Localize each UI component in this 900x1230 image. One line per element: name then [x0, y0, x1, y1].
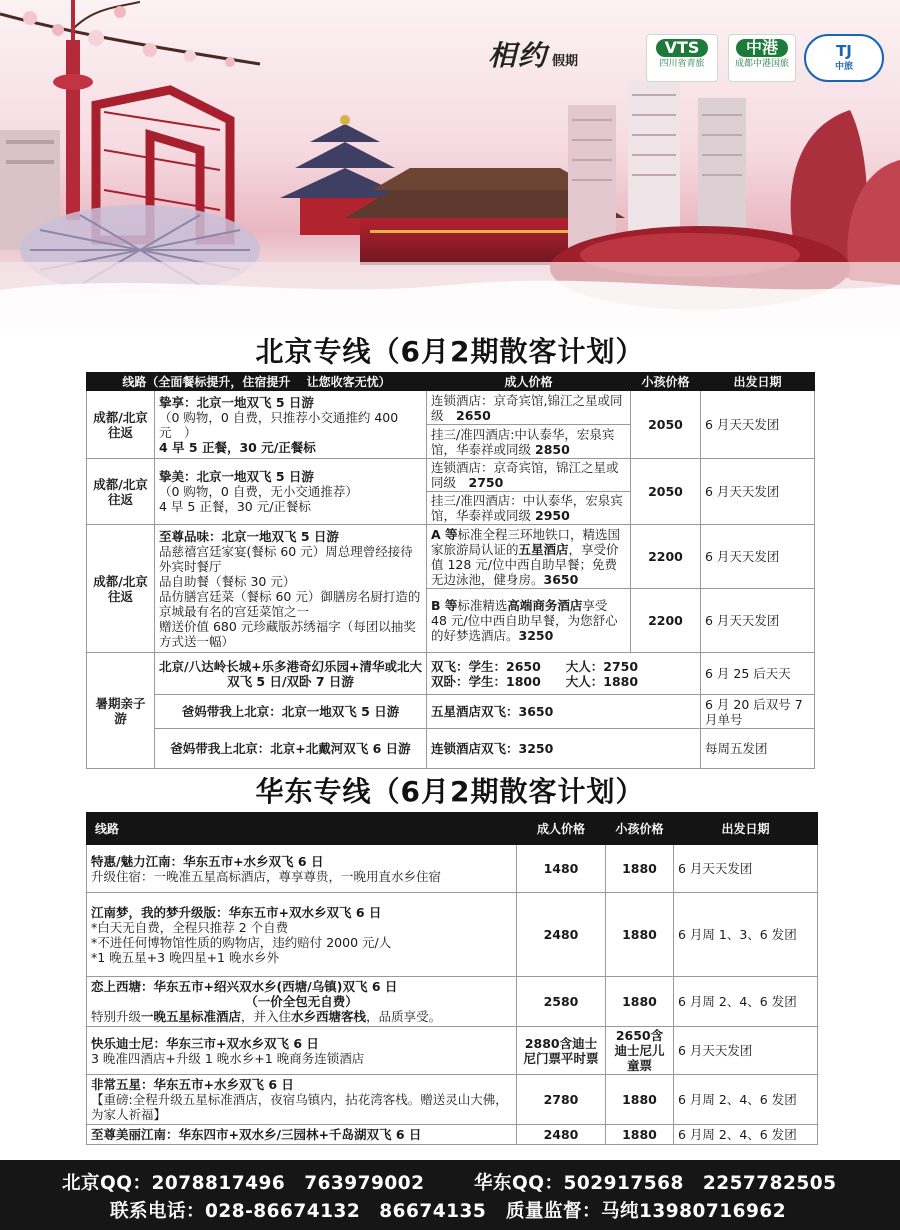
date-cell: 6 月周 2、4、6 发团	[674, 1075, 818, 1125]
table-row	[87, 845, 818, 893]
col-header-child: 小孩价格	[631, 373, 701, 391]
child-price-cell: 2650含迪士尼儿童票	[606, 1027, 674, 1075]
child-price-cell: 2050	[631, 459, 701, 525]
col-header-adult: 成人价格	[517, 813, 606, 845]
hotel-price-cell: 连锁酒店：京奇宾馆,锦江之星或同级 2650	[427, 391, 631, 425]
route-cell: 恋上西塘：华东五市+绍兴双水乡(西塘/乌镇)双飞 6 日 （一价全包无自费） 特别升级一晚五星标准酒店，并入住水乡西塘客栈，品质享受。	[87, 977, 517, 1027]
header-banner	[0, 0, 900, 330]
quality-supervision: 质量监督：马纯13980716962	[506, 1201, 787, 1222]
date-cell: 6 月周 2、4、6 发团	[674, 977, 818, 1027]
date-cell: 6 月周 1、3、6 发团	[674, 893, 818, 977]
table-row	[87, 1125, 818, 1145]
hotel-price-cell: 挂三/准四酒店:中认泰华，宏泉宾馆，华泰祥或同级 2850	[427, 425, 631, 459]
beijing-price-table	[86, 372, 815, 769]
price-cell: 连锁酒店双飞：3250	[427, 729, 701, 769]
tier-a-cell: A 等标准全程三环地铁口，精选国家旅游局认证的五星酒店，享受价值 128 元/位中西自助早餐；免费无边泳池，健身房。3650	[427, 525, 631, 589]
contact-footer	[0, 1160, 900, 1230]
col-header-date: 出发日期	[701, 373, 815, 391]
table-row	[87, 893, 818, 977]
child-price-cell: 1880	[606, 977, 674, 1027]
date-cell: 每周五发团	[701, 729, 815, 769]
huadong-qq: 华东QQ：502917568 2257782505	[474, 1173, 837, 1194]
date-cell: 6 月天天发团	[701, 391, 815, 459]
brand-logo: 相约 假期	[488, 39, 579, 72]
date-cell: 6 月周 2、4、6 发团	[674, 1125, 818, 1145]
hotel-price-cell: 挂三/准四酒店：中认泰华，宏泉宾馆，华泰祥或同级 2950	[427, 492, 631, 525]
date-cell: 6 月 25 后天天	[701, 653, 815, 695]
price-cell: 双飞：学生：2650 大人：2750 双卧：学生：1800 大人：1880	[427, 653, 701, 695]
adult-price-cell: 2480	[517, 893, 606, 977]
date-cell: 6 月天天发团	[701, 525, 815, 589]
date-cell: 6 月天天发团	[674, 1027, 818, 1075]
adult-price-cell: 2780	[517, 1075, 606, 1125]
col-header-route: 线路	[87, 813, 517, 845]
beijing-qq: 北京QQ：2078817496 763979002	[62, 1173, 425, 1194]
price-cell: 五星酒店双飞：3650	[427, 695, 701, 729]
adult-price-cell: 2880含迪士尼门票平时票	[517, 1027, 606, 1075]
child-price-cell: 1880	[606, 1125, 674, 1145]
route-cell: 爸妈带我上北京：北京一地双飞 5 日游	[155, 695, 427, 729]
route-cell: 江南梦，我的梦升级版：华东五市+双水乡双飞 6 日 *白天无自费，全程只推荐 2 个自费 *不进任何博物馆性质的购物店，违约赔付 2000 元/人 *1 晚五星+3 晚四星+1 晚水乡外	[87, 893, 517, 977]
table-row	[87, 459, 815, 492]
route-cell: 非常五星：华东五市+水乡双飞 6 日 【重磅:全程升级五星标准酒店，夜宿乌镇内，拈花湾客栈。赠送灵山大佛，为家人祈福】	[87, 1075, 517, 1125]
route-cell: 挚美：北京一地双飞 5 日游 （0 购物，0 自费，无小交通推荐） 4 早 5 正餐，30 元/正餐标	[155, 459, 427, 525]
table-row	[87, 977, 818, 1027]
child-price-cell: 2050	[631, 391, 701, 459]
route-cell: 特惠/魅力江南：华东五市+水乡双飞 6 日 升级住宿：一晚准五星高标酒店，尊享尊贵，一晚用直水乡住宿	[87, 845, 517, 893]
route-cell: 至尊美丽江南：华东四市+双水乡/三园林+千岛湖双飞 6 日	[87, 1125, 517, 1145]
route-cell: 挚享：北京一地双飞 5 日游 （0 购物，0 自费，只推荐小交通推约 400 元 ） 4 早 5 正餐，30 元/正餐标	[155, 391, 427, 459]
table-row	[87, 525, 815, 589]
adult-price-cell: 1480	[517, 845, 606, 893]
route-cell: 爸妈带我上北京：北京+北戴河双飞 6 日游	[155, 729, 427, 769]
date-cell: 6 月天天发团	[701, 589, 815, 653]
huadong-section-title: 华东专线（6月2期散客计划）	[255, 775, 645, 808]
table-row	[87, 729, 815, 769]
route-cell: 北京/八达岭长城+乐多港奇幻乐园+清华或北大双飞 5 日/双卧 7 日游	[155, 653, 427, 695]
adult-price-cell: 2580	[517, 977, 606, 1027]
partner-logo-vts: VTS 四川省青旅	[646, 34, 718, 82]
table-row	[87, 695, 815, 729]
summer-label-cell: 暑期亲子游	[87, 653, 155, 769]
origin-cell: 成都/北京往返	[87, 391, 155, 459]
table-header-row	[87, 373, 815, 391]
partner-logo-zhonglv: TJ 中旅	[804, 34, 884, 82]
table-row	[87, 653, 815, 695]
table-row	[87, 1075, 818, 1125]
col-header-date: 出发日期	[674, 813, 818, 845]
col-header-adult: 成人价格	[427, 373, 631, 391]
contact-phone: 联系电话：028-86674132 86674135	[110, 1201, 487, 1222]
date-cell: 6 月天天发团	[674, 845, 818, 893]
route-cell: 快乐迪士尼：华东三市+双水乡双飞 6 日 3 晚准四酒店+升级 1 晚水乡+1 晚商务连锁酒店	[87, 1027, 517, 1075]
huadong-price-table	[86, 812, 818, 1145]
tier-b-cell: B 等标准精选高端商务酒店享受 48 元/位中西自助早餐，为您舒心的好梦选酒店。3250	[427, 589, 631, 653]
date-cell: 6 月 20 后双号 7 月单号	[701, 695, 815, 729]
child-price-cell: 2200	[631, 589, 701, 653]
hotel-price-cell: 连锁酒店：京奇宾馆，锦江之星或同级 2750	[427, 459, 631, 492]
child-price-cell: 1880	[606, 893, 674, 977]
table-row	[87, 391, 815, 425]
adult-price-cell: 2480	[517, 1125, 606, 1145]
child-price-cell: 2200	[631, 525, 701, 589]
col-header-route: 线路（全面餐标提升，住宿提升 让您收客无忧）	[87, 373, 427, 391]
beijing-section-title: 北京专线（6月2期散客计划）	[255, 335, 645, 368]
date-cell: 6 月天天发团	[701, 459, 815, 525]
child-price-cell: 1880	[606, 845, 674, 893]
child-price-cell: 1880	[606, 1075, 674, 1125]
origin-cell: 成都/北京往返	[87, 459, 155, 525]
table-row	[87, 1027, 818, 1075]
partner-logo-zhonggang: 中港 成都中港国旅	[728, 34, 796, 82]
col-header-child: 小孩价格	[606, 813, 674, 845]
table-header-row	[87, 813, 818, 845]
route-cell: 至尊品味：北京一地双飞 5 日游 品慈禧宫廷家宴(餐标 60 元）周总理曾经接待外宾时餐厅 品自助餐（餐标 30 元） 品仿膳宫廷菜（餐标 60 元）御膳房名厨打造的京城最有名的宫廷菜馆之一 赠送价值 680 元珍藏版苏绣福字（每团以抽奖方式送一幅）	[155, 525, 427, 653]
origin-cell: 成都/北京往返	[87, 525, 155, 653]
